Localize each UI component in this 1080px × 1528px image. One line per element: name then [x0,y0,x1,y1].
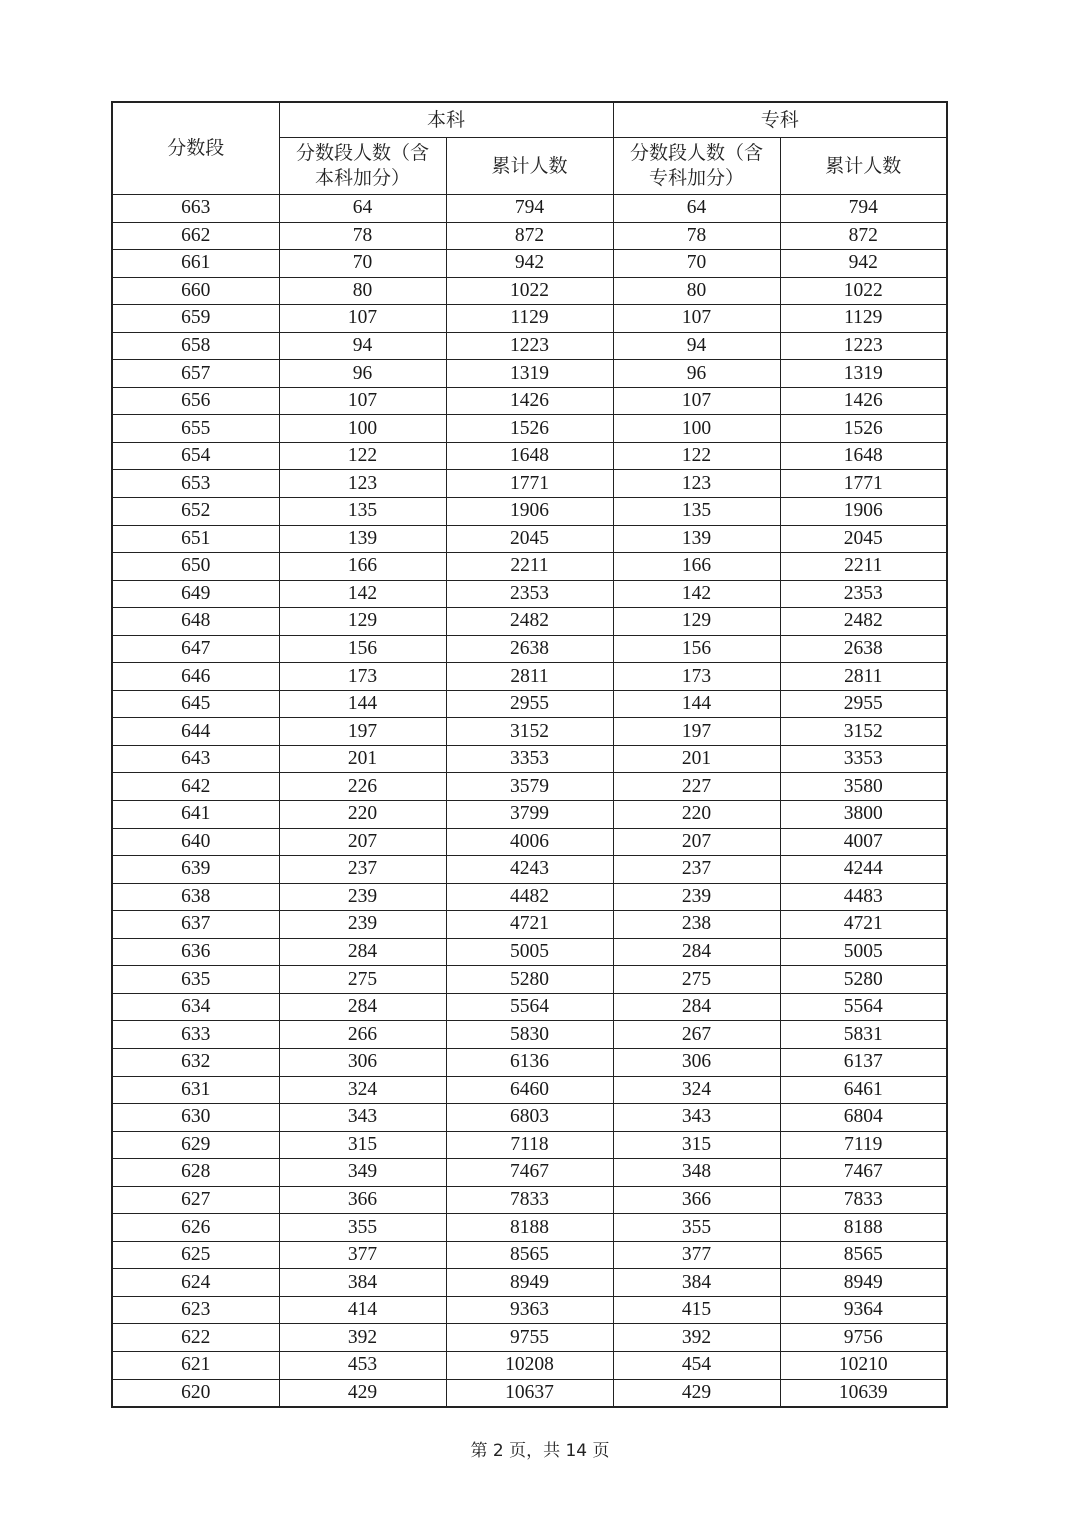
junior-cumulative-cell: 2955 [780,690,947,718]
undergrad-count-cell: 414 [279,1296,446,1324]
undergrad-count-cell: 94 [279,332,446,360]
score-band-cell: 638 [112,883,279,911]
junior-count-cell: 173 [613,663,780,691]
junior-count-cell: 348 [613,1159,780,1187]
junior-cumulative-cell: 3800 [780,801,947,829]
undergrad-cumulative-cell: 2482 [446,608,613,636]
junior-count-cell: 366 [613,1186,780,1214]
undergrad-count-cell: 226 [279,773,446,801]
junior-count-cell: 197 [613,718,780,746]
score-band-cell: 627 [112,1186,279,1214]
score-band-cell: 628 [112,1159,279,1187]
score-band-cell: 656 [112,387,279,415]
table-row [112,1269,947,1297]
junior-cumulative-cell: 872 [780,222,947,250]
undergrad-count-cell: 107 [279,305,446,333]
score-band-cell: 625 [112,1241,279,1269]
undergrad-cumulative-cell: 4243 [446,856,613,884]
table-row [112,442,947,470]
undergrad-cumulative-cell: 1223 [446,332,613,360]
score-band-cell: 632 [112,1048,279,1076]
table-header [112,102,947,195]
undergrad-cumulative-cell: 9755 [446,1324,613,1352]
junior-cumulative-cell: 1129 [780,305,947,333]
undergrad-cumulative-cell: 6460 [446,1076,613,1104]
undergrad-count-cell: 275 [279,966,446,994]
undergrad-cumulative-cell: 5280 [446,966,613,994]
junior-count-cell: 70 [613,250,780,278]
table-row [112,1214,947,1242]
junior-count-cell: 139 [613,525,780,553]
junior-cumulative-cell: 1906 [780,498,947,526]
junior-count-cell: 122 [613,442,780,470]
score-band-cell: 646 [112,663,279,691]
score-band-cell: 643 [112,745,279,773]
junior-count-cell: 94 [613,332,780,360]
junior-cumulative-cell: 794 [780,195,947,223]
junior-cumulative-cell: 9756 [780,1324,947,1352]
undergrad-count-cell: 284 [279,938,446,966]
junior-cumulative-cell: 5831 [780,1021,947,1049]
score-band-cell: 661 [112,250,279,278]
table-row [112,525,947,553]
table-body [112,195,947,1408]
page-footer: 第 2 页，共 14 页 [470,1441,610,1461]
table-row [112,690,947,718]
undergrad-cumulative-cell: 3799 [446,801,613,829]
junior-cumulative-cell: 1319 [780,360,947,388]
junior-count-cell: 129 [613,608,780,636]
table-row [112,938,947,966]
undergrad-count-cell: 239 [279,911,446,939]
table-row [112,1131,947,1159]
score-band-cell: 635 [112,966,279,994]
junior-cumulative-cell: 2353 [780,580,947,608]
score-band-cell: 637 [112,911,279,939]
table-row [112,608,947,636]
undergrad-cumulative-cell: 1022 [446,277,613,305]
table-row [112,305,947,333]
junior-count-cell: 80 [613,277,780,305]
junior-cumulative-cell: 1648 [780,442,947,470]
score-band-cell: 655 [112,415,279,443]
junior-count-cell: 107 [613,387,780,415]
junior-count-cell: 306 [613,1048,780,1076]
undergrad-count-cell: 453 [279,1351,446,1379]
table-row [112,415,947,443]
table-row [112,911,947,939]
score-band-cell: 659 [112,305,279,333]
table-row [112,195,947,223]
undergrad-cumulative-cell: 4482 [446,883,613,911]
undergrad-cumulative-cell: 7118 [446,1131,613,1159]
undergrad-count-cell: 78 [279,222,446,250]
score-band-cell: 636 [112,938,279,966]
undergrad-count-cell: 166 [279,553,446,581]
undergrad-cumulative-cell: 872 [446,222,613,250]
score-band-cell: 660 [112,277,279,305]
undergrad-count-cell: 392 [279,1324,446,1352]
junior-cumulative-cell: 8565 [780,1241,947,1269]
undergrad-cumulative-cell: 1648 [446,442,613,470]
undergrad-cumulative-cell: 1129 [446,305,613,333]
junior-cumulative-cell: 5280 [780,966,947,994]
junior-count-cell: 207 [613,828,780,856]
junior-count-cell: 227 [613,773,780,801]
score-band-cell: 648 [112,608,279,636]
table-row [112,1159,947,1187]
table-row [112,718,947,746]
junior-cumulative-cell: 3152 [780,718,947,746]
undergrad-count-cell: 315 [279,1131,446,1159]
junior-cumulative-cell: 8188 [780,1214,947,1242]
junior-count-cell: 238 [613,911,780,939]
undergrad-cumulative-cell: 4006 [446,828,613,856]
junior-cumulative-cell: 10210 [780,1351,947,1379]
junior-cumulative-cell: 2482 [780,608,947,636]
undergrad-count-cell: 266 [279,1021,446,1049]
undergrad-cumulative-cell: 7467 [446,1159,613,1187]
undergrad-count-cell: 135 [279,498,446,526]
table-row [112,883,947,911]
score-band-cell: 631 [112,1076,279,1104]
junior-cumulative-cell: 1223 [780,332,947,360]
junior-cumulative-cell: 7119 [780,1131,947,1159]
undergrad-cumulative-cell: 8188 [446,1214,613,1242]
junior-count-cell: 201 [613,745,780,773]
score-band-cell: 621 [112,1351,279,1379]
junior-cumulative-cell: 4483 [780,883,947,911]
undergrad-cumulative-cell: 4721 [446,911,613,939]
undergrad-cumulative-cell: 10637 [446,1379,613,1407]
undergrad-count-cell: 207 [279,828,446,856]
junior-count-cell: 355 [613,1214,780,1242]
undergrad-count-cell: 349 [279,1159,446,1187]
junior-cumulative-cell: 3580 [780,773,947,801]
undergrad-count-cell: 156 [279,635,446,663]
junior-cumulative-cell: 4244 [780,856,947,884]
undergrad-cumulative-cell: 2811 [446,663,613,691]
header-undergrad-count: 分数段人数（含本科加分） [279,138,446,195]
score-band-cell: 653 [112,470,279,498]
junior-cumulative-cell: 8949 [780,1269,947,1297]
junior-count-cell: 324 [613,1076,780,1104]
score-band-cell: 645 [112,690,279,718]
junior-cumulative-cell: 5005 [780,938,947,966]
undergrad-count-cell: 355 [279,1214,446,1242]
undergrad-cumulative-cell: 794 [446,195,613,223]
junior-count-cell: 429 [613,1379,780,1407]
junior-cumulative-cell: 3353 [780,745,947,773]
junior-count-cell: 100 [613,415,780,443]
undergrad-cumulative-cell: 1526 [446,415,613,443]
undergrad-cumulative-cell: 1906 [446,498,613,526]
undergrad-count-cell: 142 [279,580,446,608]
undergrad-count-cell: 144 [279,690,446,718]
undergrad-count-cell: 139 [279,525,446,553]
undergrad-count-cell: 197 [279,718,446,746]
table-row [112,966,947,994]
table-row [112,828,947,856]
undergrad-cumulative-cell: 8949 [446,1269,613,1297]
undergrad-count-cell: 201 [279,745,446,773]
undergrad-count-cell: 123 [279,470,446,498]
score-band-cell: 630 [112,1104,279,1132]
junior-cumulative-cell: 6137 [780,1048,947,1076]
table-row [112,470,947,498]
junior-count-cell: 415 [613,1296,780,1324]
table-row [112,1021,947,1049]
score-distribution-table [111,101,948,1408]
table-row [112,222,947,250]
junior-count-cell: 135 [613,498,780,526]
table-row [112,1076,947,1104]
header-junior-count: 分数段人数（含专科加分） [613,138,780,195]
junior-cumulative-cell: 1771 [780,470,947,498]
junior-cumulative-cell: 1022 [780,277,947,305]
undergrad-cumulative-cell: 1319 [446,360,613,388]
junior-cumulative-cell: 7467 [780,1159,947,1187]
score-band-cell: 622 [112,1324,279,1352]
score-band-cell: 623 [112,1296,279,1324]
junior-count-cell: 454 [613,1351,780,1379]
junior-count-cell: 220 [613,801,780,829]
junior-count-cell: 144 [613,690,780,718]
score-band-cell: 629 [112,1131,279,1159]
score-band-cell: 657 [112,360,279,388]
undergrad-count-cell: 377 [279,1241,446,1269]
junior-count-cell: 96 [613,360,780,388]
junior-cumulative-cell: 6804 [780,1104,947,1132]
score-band-cell: 620 [112,1379,279,1407]
junior-cumulative-cell: 7833 [780,1186,947,1214]
table-row [112,498,947,526]
junior-count-cell: 107 [613,305,780,333]
junior-count-cell: 315 [613,1131,780,1159]
junior-cumulative-cell: 2211 [780,553,947,581]
undergrad-cumulative-cell: 2211 [446,553,613,581]
junior-count-cell: 237 [613,856,780,884]
undergrad-cumulative-cell: 7833 [446,1186,613,1214]
junior-count-cell: 267 [613,1021,780,1049]
undergrad-count-cell: 100 [279,415,446,443]
junior-count-cell: 78 [613,222,780,250]
junior-cumulative-cell: 4007 [780,828,947,856]
junior-cumulative-cell: 9364 [780,1296,947,1324]
score-band-cell: 652 [112,498,279,526]
table-row [112,1104,947,1132]
table-row [112,332,947,360]
undergrad-cumulative-cell: 3353 [446,745,613,773]
score-band-cell: 658 [112,332,279,360]
undergrad-count-cell: 237 [279,856,446,884]
junior-count-cell: 284 [613,938,780,966]
junior-cumulative-cell: 1526 [780,415,947,443]
table-row [112,1324,947,1352]
score-band-cell: 651 [112,525,279,553]
junior-count-cell: 166 [613,553,780,581]
header-undergrad-group: 本科 [279,102,613,138]
header-score-band: 分数段 [112,102,279,195]
junior-count-cell: 239 [613,883,780,911]
undergrad-cumulative-cell: 5830 [446,1021,613,1049]
junior-cumulative-cell: 4721 [780,911,947,939]
undergrad-count-cell: 129 [279,608,446,636]
junior-cumulative-cell: 1426 [780,387,947,415]
undergrad-count-cell: 384 [279,1269,446,1297]
score-band-cell: 642 [112,773,279,801]
undergrad-cumulative-cell: 9363 [446,1296,613,1324]
undergrad-count-cell: 122 [279,442,446,470]
score-band-cell: 624 [112,1269,279,1297]
junior-count-cell: 384 [613,1269,780,1297]
table-row [112,856,947,884]
table-row [112,801,947,829]
junior-count-cell: 64 [613,195,780,223]
table-row [112,1186,947,1214]
undergrad-count-cell: 343 [279,1104,446,1132]
header-junior-cumulative: 累计人数 [780,138,947,195]
score-band-cell: 650 [112,553,279,581]
junior-count-cell: 284 [613,993,780,1021]
score-band-cell: 644 [112,718,279,746]
undergrad-cumulative-cell: 3579 [446,773,613,801]
undergrad-cumulative-cell: 5564 [446,993,613,1021]
table-row [112,277,947,305]
undergrad-count-cell: 96 [279,360,446,388]
table-row [112,663,947,691]
undergrad-count-cell: 220 [279,801,446,829]
undergrad-count-cell: 239 [279,883,446,911]
table-row [112,360,947,388]
table-row [112,580,947,608]
undergrad-cumulative-cell: 8565 [446,1241,613,1269]
score-band-cell: 640 [112,828,279,856]
undergrad-count-cell: 173 [279,663,446,691]
undergrad-cumulative-cell: 2045 [446,525,613,553]
undergrad-count-cell: 80 [279,277,446,305]
undergrad-count-cell: 64 [279,195,446,223]
junior-count-cell: 123 [613,470,780,498]
undergrad-cumulative-cell: 3152 [446,718,613,746]
undergrad-cumulative-cell: 10208 [446,1351,613,1379]
junior-cumulative-cell: 2811 [780,663,947,691]
score-band-cell: 647 [112,635,279,663]
score-band-cell: 634 [112,993,279,1021]
junior-count-cell: 343 [613,1104,780,1132]
undergrad-cumulative-cell: 1426 [446,387,613,415]
undergrad-count-cell: 366 [279,1186,446,1214]
undergrad-count-cell: 70 [279,250,446,278]
score-band-cell: 641 [112,801,279,829]
score-band-cell: 662 [112,222,279,250]
junior-count-cell: 392 [613,1324,780,1352]
table-row [112,993,947,1021]
table-row [112,1048,947,1076]
undergrad-count-cell: 324 [279,1076,446,1104]
undergrad-cumulative-cell: 5005 [446,938,613,966]
junior-count-cell: 156 [613,635,780,663]
junior-cumulative-cell: 2045 [780,525,947,553]
undergrad-cumulative-cell: 6136 [446,1048,613,1076]
junior-cumulative-cell: 5564 [780,993,947,1021]
score-band-cell: 663 [112,195,279,223]
undergrad-cumulative-cell: 2638 [446,635,613,663]
undergrad-cumulative-cell: 942 [446,250,613,278]
undergrad-cumulative-cell: 2955 [446,690,613,718]
table-row [112,250,947,278]
junior-count-cell: 142 [613,580,780,608]
table-row [112,1379,947,1407]
table-row [112,1296,947,1324]
undergrad-cumulative-cell: 1771 [446,470,613,498]
table-row [112,745,947,773]
undergrad-count-cell: 284 [279,993,446,1021]
header-undergrad-cumulative: 累计人数 [446,138,613,195]
junior-cumulative-cell: 10639 [780,1379,947,1407]
table-row [112,1351,947,1379]
score-band-cell: 654 [112,442,279,470]
table-row [112,773,947,801]
score-band-cell: 639 [112,856,279,884]
undergrad-cumulative-cell: 2353 [446,580,613,608]
undergrad-cumulative-cell: 6803 [446,1104,613,1132]
undergrad-count-cell: 306 [279,1048,446,1076]
score-band-cell: 649 [112,580,279,608]
undergrad-count-cell: 107 [279,387,446,415]
junior-cumulative-cell: 942 [780,250,947,278]
junior-count-cell: 275 [613,966,780,994]
score-band-cell: 633 [112,1021,279,1049]
header-row-groups [112,102,947,138]
table-row [112,635,947,663]
junior-cumulative-cell: 2638 [780,635,947,663]
table-row [112,553,947,581]
table-row [112,1241,947,1269]
junior-cumulative-cell: 6461 [780,1076,947,1104]
table-row [112,387,947,415]
junior-count-cell: 377 [613,1241,780,1269]
score-band-cell: 626 [112,1214,279,1242]
header-junior-group: 专科 [613,102,947,138]
undergrad-count-cell: 429 [279,1379,446,1407]
